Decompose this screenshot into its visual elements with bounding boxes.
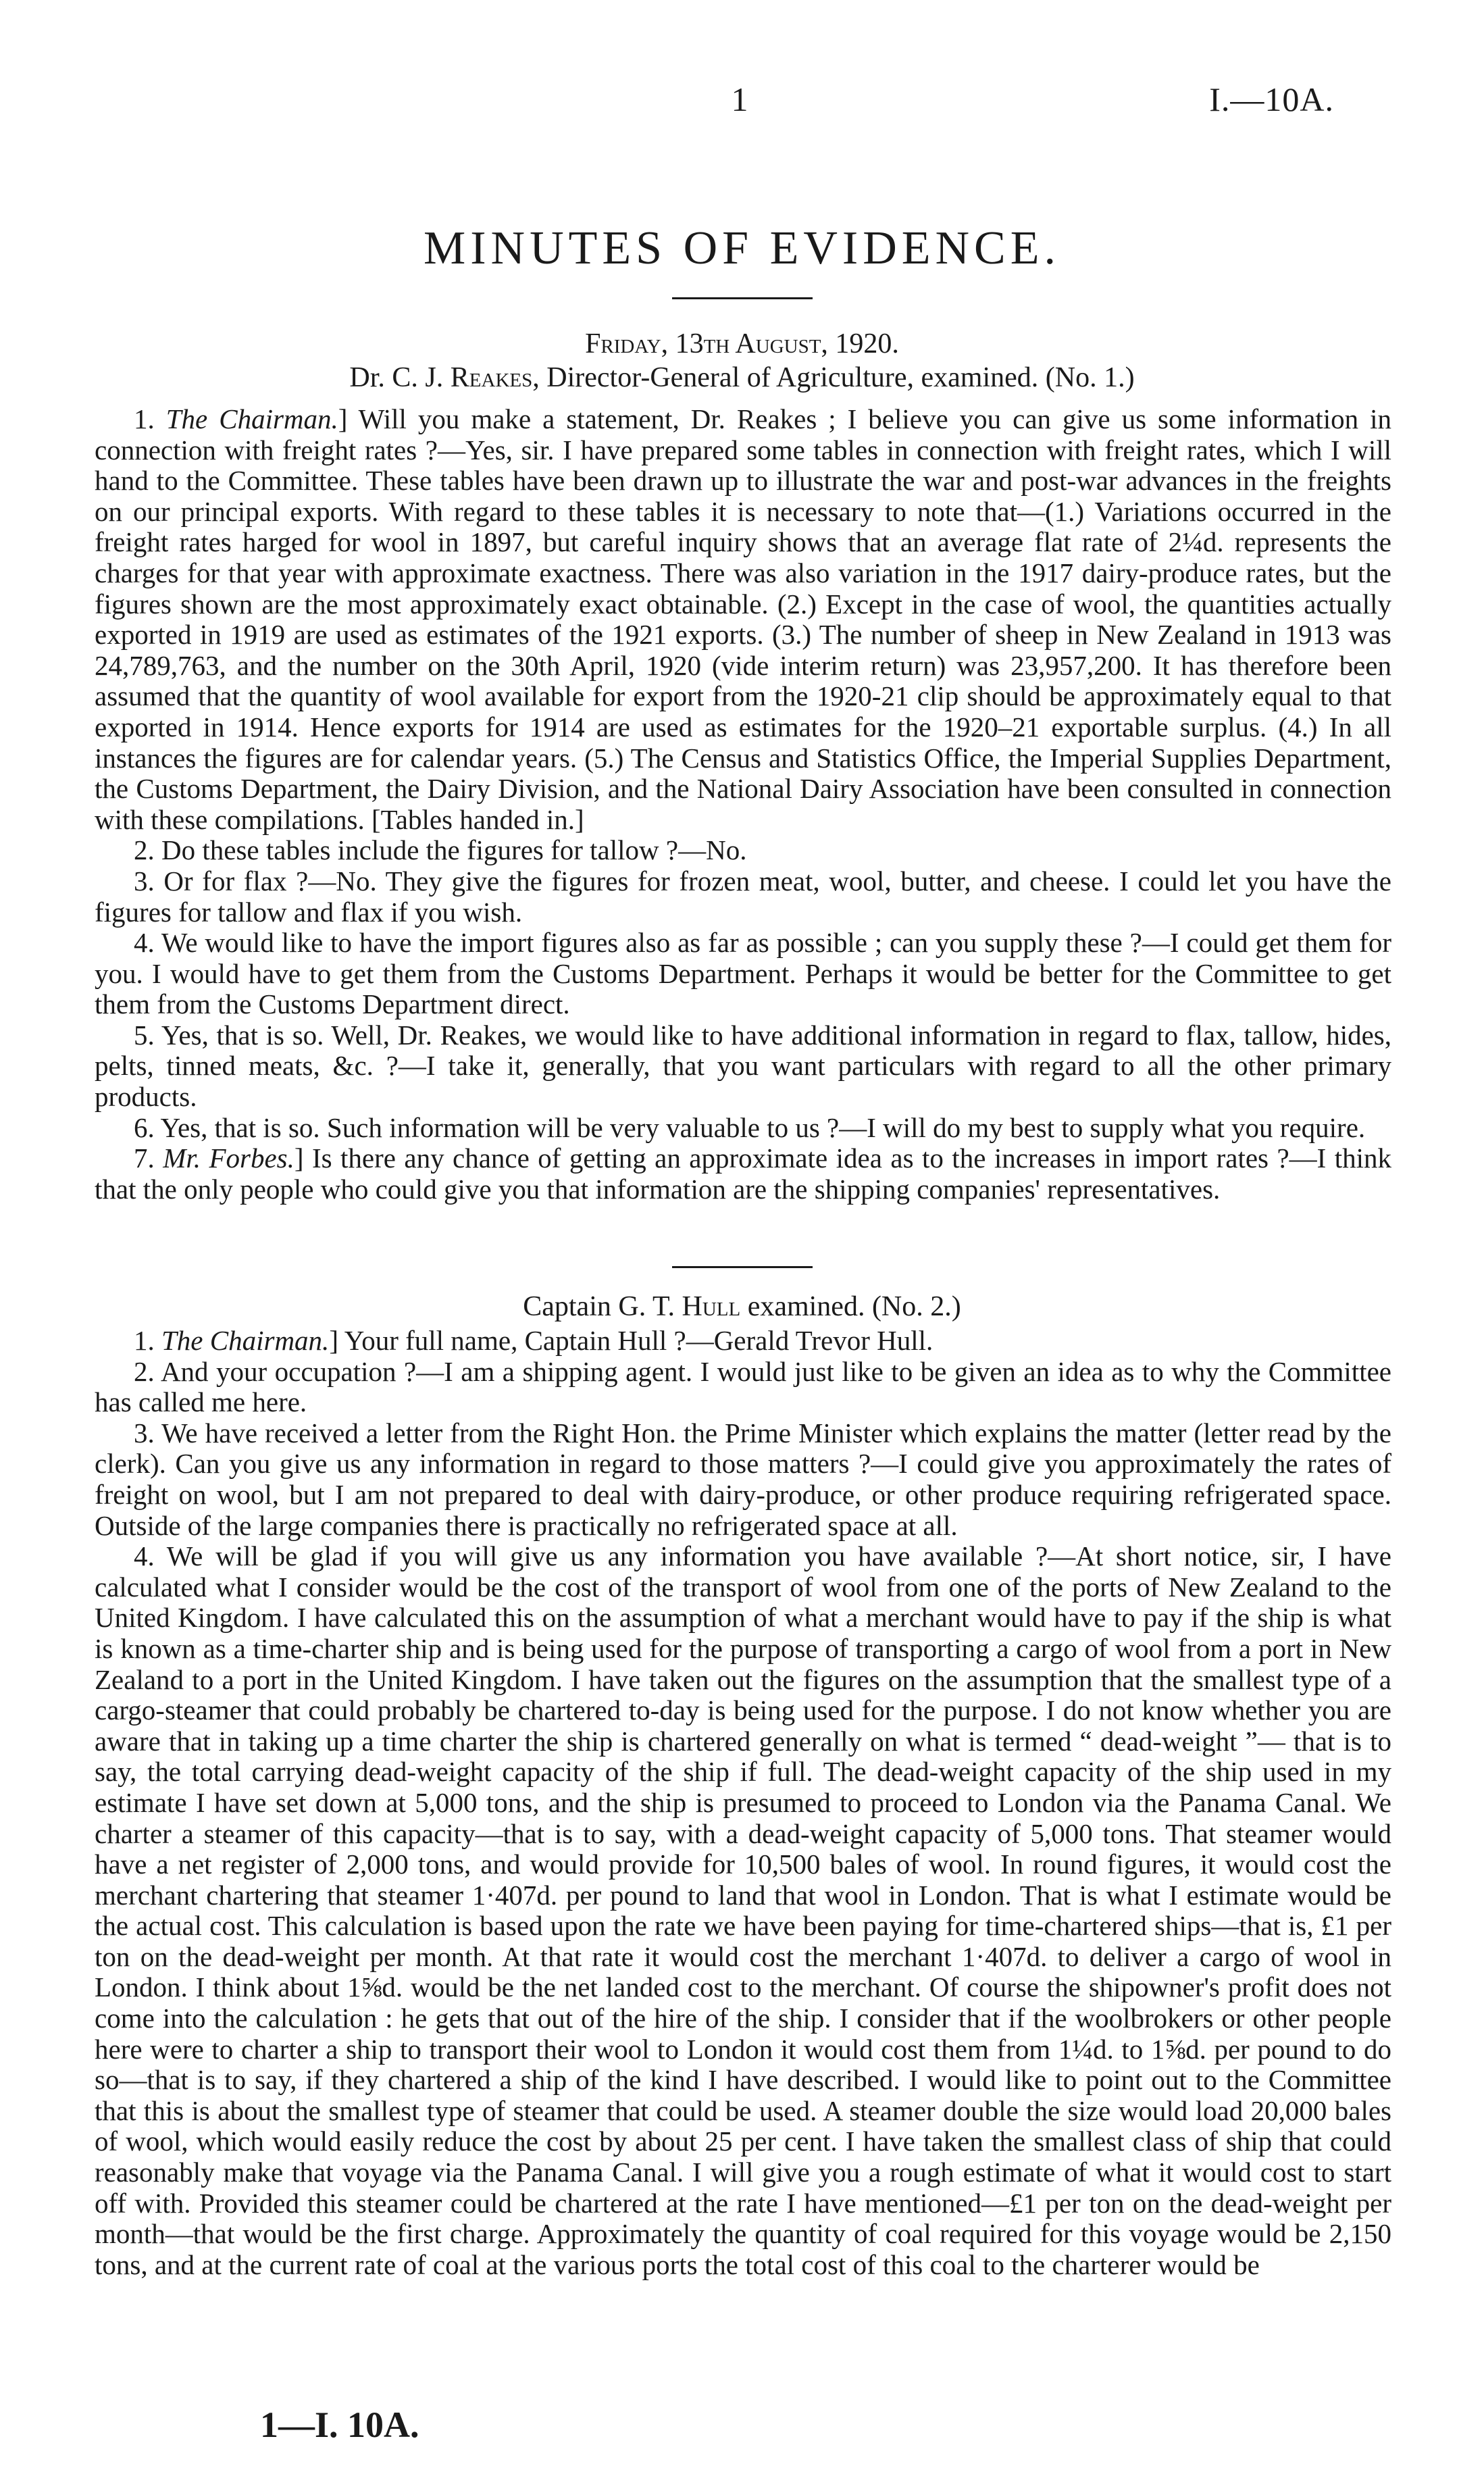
- evidence-paragraph: [95, 1541, 1391, 2280]
- question-number: 1.: [134, 403, 155, 434]
- page-number: 1: [731, 80, 748, 118]
- witness-heading: [0, 361, 1484, 394]
- witness-heading: [0, 1290, 1484, 1323]
- paragraph-text: Do these tables include the figures for tallow ?—No.: [161, 834, 747, 866]
- paragraph-text: Yes, that is so. Well, Dr. Reakes, we would like to have additional information in regard to flax, tallow, hides, pelts, tinned meats, &c. ?—I take it, generally, that you want particulars with regard to all the other primary products.: [95, 1019, 1392, 1113]
- paragraph-text: ] Will you make a statement, Dr. Reakes ; I believe you can give us some information in connection with freight rates ?—Yes, sir. I have prepared some tables in connection with freight rates, which I will hand to the Committee. These tables have been drawn up to illustrate the war and post-war advances in the freights on our principal exports. With regard to these tables it is necessary to note that—(1.) Variations occurred in the freight rates harged for wool in 1897, but careful inquiry shows that an average flat rate of 2¼d. represents the charges for that year with approximate exactness. There was also variation in the 1917 dairy-produce rates, but the figures shown are the most approximately exact obtainable. (2.) Except in the case of wool, the quantities actually exported in 1919 are used as estimates of the 1921 exports. (3.) The number of sheep in New Zealand in 1913 was 24,789,763, and the number on the 30th April, 1920 (vide interim return) was 23,957,200. It has therefore been assumed that the quantity of wool available for export from the 1920-21 clip should be approximately equal to that exported in 1914. Hence exports for 1914 are used as estimates for the 1920–21 exportable surplus. (4.) In all instances the figures are for calendar years. (5.) The Census and Statistics Office, the Imperial Supplies Department, the Customs Department, the Dairy Division, and the National Dairy Association have been consulted in connection with these compilations. [Tables handed in.]: [95, 403, 1392, 835]
- evidence-paragraph: [95, 1020, 1391, 1113]
- question-number: 4.: [134, 1540, 155, 1572]
- question-number: 4.: [134, 927, 155, 959]
- evidence-paragraph: [95, 928, 1391, 1020]
- speaker-name: The Chairman.: [165, 403, 338, 434]
- witness-heading-pre: Captain G. T.: [523, 1291, 682, 1322]
- question-number: 1.: [134, 1325, 155, 1356]
- question-number: 3.: [134, 865, 155, 897]
- speaker-name: The Chairman.: [161, 1325, 330, 1356]
- witness-2-evidence: [95, 1326, 1391, 2280]
- evidence-paragraph: [95, 866, 1391, 928]
- section-rule: [672, 1266, 813, 1268]
- paragraph-text: Or for flax ?—No. They give the figures for frozen meat, wool, butter, and cheese. I could let you have the figures for tallow and flax if you wish.: [95, 865, 1392, 928]
- question-number: 3.: [134, 1417, 155, 1449]
- evidence-paragraph: [95, 1418, 1391, 1541]
- paragraph-text: And your occupation ?—I am a shipping agent. I would just like to be given an idea as to why the Committee has called me here.: [95, 1355, 1391, 1418]
- evidence-paragraph: [95, 835, 1391, 866]
- witness-name: Hull: [682, 1291, 741, 1322]
- paragraph-text: ] Is there any chance of getting an approximate idea as to the increases in import rates ?—I think that the only people who could give you that information are the shipping companies' representatives.: [95, 1142, 1392, 1205]
- page-title: MINUTES OF EVIDENCE.: [423, 222, 1061, 274]
- question-number: 6.: [134, 1111, 155, 1143]
- paper-reference: I.—10A.: [1209, 80, 1334, 118]
- signature-mark: 1—I. 10A.: [260, 2405, 419, 2445]
- evidence-paragraph: [95, 1326, 1391, 1357]
- evidence-paragraph: [95, 1143, 1391, 1205]
- evidence-paragraph: [95, 404, 1391, 835]
- witness-name: Reakes: [450, 362, 533, 393]
- evidence-paragraph: [95, 1113, 1391, 1144]
- paragraph-text: We will be glad if you will give us any information you have available ?—At short notice, sir, I have calculated what I consider would be the cost of the transport of wool from one of the ports of New Zealand to the United Kingdom. I have calculated this on the assumption of what a merchant would have to pay if the ship is what is known as a time-charter ship and is being used for the purpose of transporting a cargo of wool from a port in New Zealand to a port in the United Kingdom. I have taken out the figures on the assumption that the smallest type of a cargo-steamer that could probably be chartered to-day is being used for the purpose. I do not know whether you are aware that in taking up a time charter the ship is chartered generally on what is termed “ dead-weight ”— that is to say, the total carrying dead-weight capacity of the ship if full. The dead-weight capacity of the ship used in my estimate I have set down at 5,000 tons, and the ship is presumed to proceed to London via the Panama Canal. We charter a steamer of this capacity—that is to say, with a dead-weight capacity of 5,000 tons. That steamer would have a net register of 2,000 tons, and would provide for 10,500 bales of wool. In round figures, it would cost the merchant chartering that steamer 1·407d. per pound to land that wool in London. That is what I estimate would be the actual cost. This calculation is based upon the rate we have been paying for time-chartered ships—that is, £1 per ton on the dead-weight per month. At that rate it would cost the merchant 1·407d. to deliver a cargo of wool in London. I think about 1⅝d. would be the net landed cost to the merchant. Of course the shipowner's profit does not come into the calculation : he gets that out of the hire of the ship. I consider that if the woolbrokers or other people here were to charter a ship to transport their wool to London it would cost them from 1¼d. to 1⅝d. per pound to do so—that is to say, if they chartered a ship of the kind I have described. I would like to point out to the Committee that this is about the smallest type of steamer that could be used. A steamer double the size would load 20,000 bales of wool, which would easily reduce the cost by about 25 per cent. I have taken the smallest class of ship that could reasonably make that voyage via the Panama Canal. I will give you a rough estimate of what it would cost to start off with. Provided this steamer could be chartered at the rate I have mentioned—£1 per ton on the dead-weight per month—that would be the first charge. Approximately the quantity of coal required for this voyage would be 2,150 tons, and at the current rate of coal at the various ports the total cost of this coal to the charterer would be: [95, 1540, 1391, 2280]
- witness-heading-post: , Director-General of Agriculture, examined. (No. 1.): [532, 362, 1135, 393]
- question-number: 2.: [134, 1355, 155, 1387]
- session-date: Friday, 13th August, 1920.: [585, 328, 899, 359]
- witness-heading-post: examined. (No. 2.): [740, 1291, 961, 1322]
- question-number: 2.: [134, 834, 155, 866]
- paragraph-text: Yes, that is so. Such information will be very valuable to us ?—I will do my best to supply what you require.: [160, 1111, 1366, 1143]
- paragraph-text: We would like to have the import figures also as far as possible ; can you supply these ?—I could get them for you. I would have to get them from the Customs Department. Perhaps it would be better for the Committee to get them from the Customs Department direct.: [95, 927, 1391, 1020]
- question-number: 7.: [134, 1142, 155, 1174]
- question-number: 5.: [134, 1019, 155, 1051]
- witness-heading-pre: Dr. C. J.: [349, 362, 451, 393]
- witness-1-evidence: [95, 404, 1391, 1205]
- title-rule: [672, 297, 813, 299]
- paragraph-text: ] Your full name, Captain Hull ?—Gerald Trevor Hull.: [329, 1325, 933, 1356]
- paragraph-text: We have received a letter from the Right Hon. the Prime Minister which explains the matter (letter read by the clerk). Can you give us any information in regard to those matters ?—I could give you approximately the rates of freight on wool, but I am not prepared to deal with dairy-produce, or other produce requiring refrigerated space. Outside of the large companies there is practically no refrigerated space at all.: [95, 1417, 1392, 1541]
- speaker-name: Mr. Forbes.: [163, 1142, 295, 1174]
- evidence-paragraph: [95, 1357, 1391, 1418]
